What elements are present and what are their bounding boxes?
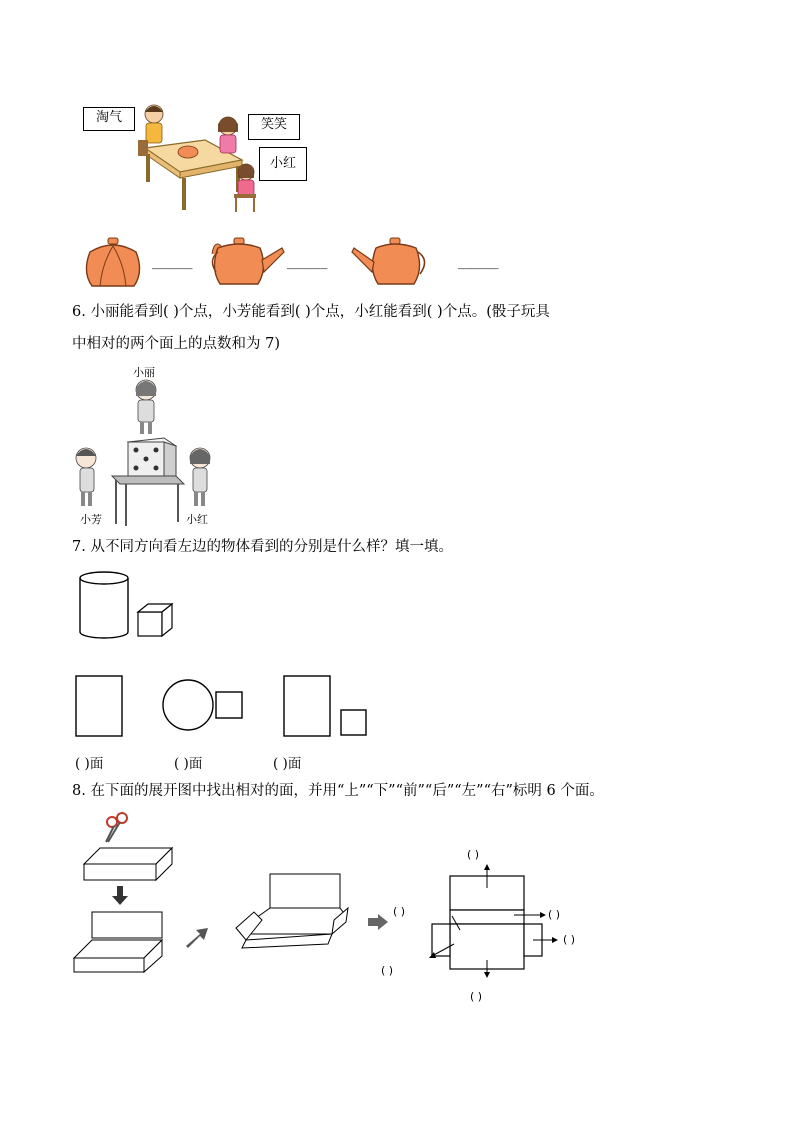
- teapot-side-view-spout-left: [352, 238, 432, 288]
- label-taoqi: 淘气: [83, 107, 135, 131]
- q8-blank-right-lower[interactable]: ( ): [563, 933, 576, 946]
- q8-blank-bottom[interactable]: ( ): [470, 990, 483, 1003]
- q7-answer-1[interactable]: ( )面: [75, 756, 104, 772]
- q7-answer-2[interactable]: ( )面: [174, 756, 203, 772]
- label-xiaofang: 小芳: [80, 513, 102, 526]
- label-xiaoli: 小丽: [133, 366, 155, 379]
- table-scene-illustration: [130, 100, 270, 220]
- label-xiaoxiao: 笑笑: [248, 114, 300, 140]
- teapot-blank-2[interactable]: ______: [287, 254, 328, 270]
- teapot-front-view: [80, 236, 146, 288]
- teapot-side-view-spout-right: [206, 238, 286, 288]
- dice-on-table-illustration: [72, 376, 222, 526]
- q8-blank-right-upper[interactable]: ( ): [548, 908, 561, 921]
- q6-line2: 中相对的两个面上的点数和为 7): [72, 336, 280, 352]
- q8-text: 8. 在下面的展开图中找出相对的面，并用“上”“下”“前”“后”“左”“右”标明 6 个面。: [72, 783, 604, 799]
- q7-objects: [78, 568, 178, 644]
- scissors-icon: [106, 813, 127, 842]
- q7-answer-3[interactable]: ( )面: [273, 756, 302, 772]
- q6-line1: 6. 小丽能看到( )个点，小芳能看到( )个点，小红能看到( )个点。(骰子玩具: [72, 304, 550, 320]
- q8-blank-left[interactable]: ( ): [393, 905, 406, 918]
- teapot-blank-1[interactable]: ______: [152, 254, 193, 270]
- q7-text: 7. 从不同方向看左边的物体看到的分别是什么样？填一填。: [72, 539, 453, 555]
- label-xiaohong: 小红: [259, 147, 307, 181]
- q8-blank-bottom-left[interactable]: ( ): [381, 964, 394, 977]
- q8-box-unfolding-steps: [70, 808, 430, 988]
- teapot-blank-3[interactable]: ______: [458, 254, 499, 270]
- label-xiaohong-q6: 小红: [186, 513, 208, 526]
- q8-blank-top[interactable]: ( ): [467, 848, 480, 861]
- q7-views: [72, 672, 372, 740]
